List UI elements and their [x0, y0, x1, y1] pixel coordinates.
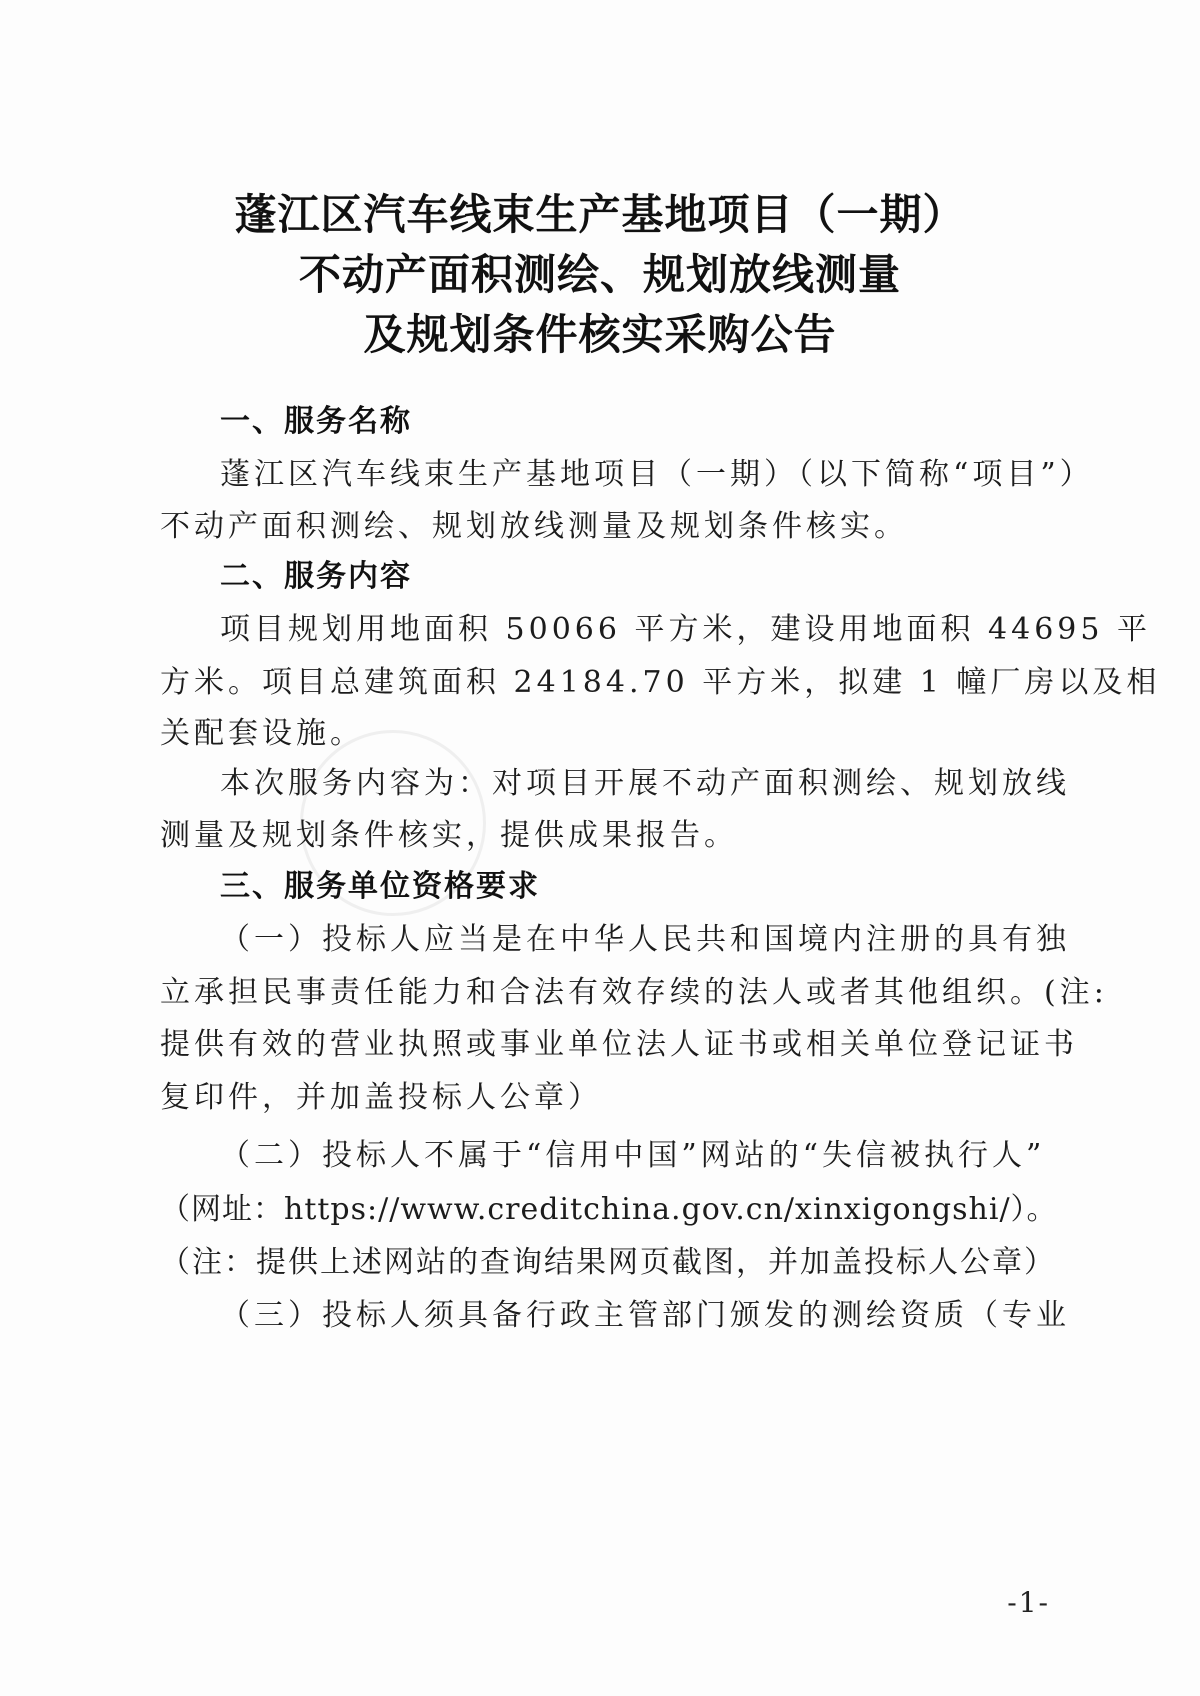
paragraph-line: （网址：https://www.creditchina.gov.cn/xinxigongshi/）。 — [160, 1192, 1058, 1227]
paragraph-line: （一）投标人应当是在中华人民共和国境内注册的具有独 — [220, 922, 1070, 957]
paragraph-line: 测量及规划条件核实，提供成果报告。 — [160, 818, 738, 853]
paragraph-line: 复印件，并加盖投标人公章） — [160, 1080, 602, 1115]
paragraph-line: 本次服务内容为：对项目开展不动产面积测绘、规划放线 — [220, 766, 1070, 801]
paragraph-line: 项目规划用地面积 50066 平方米，建设用地面积 44695 平 — [220, 612, 1152, 647]
paragraph-line: （二）投标人不属于“信用中国”网站的“失信被执行人” — [220, 1138, 1046, 1173]
document-title-line-3: 及规划条件核实采购公告 — [363, 310, 837, 359]
section-heading-service-name: 一、服务名称 — [220, 404, 412, 439]
paragraph-line: 不动产面积测绘、规划放线测量及规划条件核实。 — [160, 509, 908, 544]
document-title-line-2: 不动产面积测绘、规划放线测量 — [298, 250, 901, 299]
paragraph-line: 关配套设施。 — [160, 716, 364, 751]
section-heading-service-content: 二、服务内容 — [220, 559, 412, 594]
paragraph-line: 方米。项目总建筑面积 24184.70 平方米，拟建 1 幢厂房以及相 — [160, 665, 1161, 700]
paragraph-line: 蓬江区汽车线束生产基地项目（一期）（以下简称“项目”） — [220, 457, 1094, 492]
paragraph-line: 立承担民事责任能力和合法有效存续的法人或者其他组织。(注: — [160, 975, 1108, 1010]
paragraph-line: （注：提供上述网站的查询结果网页截图，并加盖投标人公章） — [160, 1245, 1056, 1280]
page-number: -1- — [1007, 1586, 1050, 1619]
section-heading-qualification: 三、服务单位资格要求 — [220, 869, 540, 904]
paragraph-line: （三）投标人须具备行政主管部门颁发的测绘资质（专业 — [220, 1298, 1070, 1333]
document-title-line-1: 蓬江区汽车线束生产基地项目（一期） — [234, 190, 966, 239]
paragraph-line: 提供有效的营业执照或事业单位法人证书或相关单位登记证书 — [160, 1027, 1078, 1062]
